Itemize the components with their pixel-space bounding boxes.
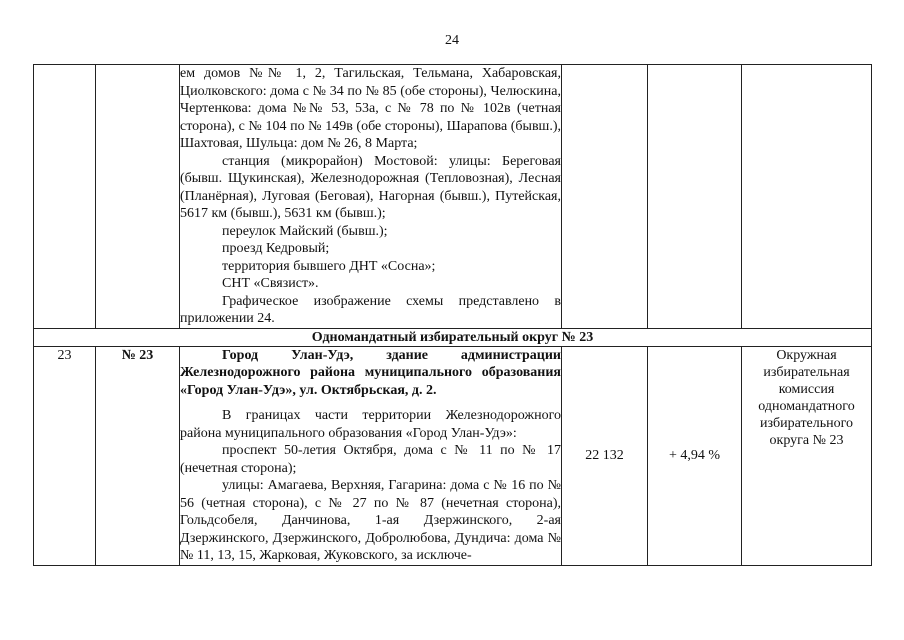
- district-index: 23: [34, 346, 96, 565]
- description-paragraph: Графическое изображение схемы представлено в приложении 24.: [180, 293, 561, 326]
- district-deviation: + 4,94 %: [648, 346, 742, 565]
- description-paragraph: улицы: Амагаева, Верхняя, Гагарина: дома с № 16 по № 56 (четная сторона), с № 27 по № 87 (нечетная сторона), Гольдсобеля, Данчинова, 1-ая Дзержинского, 2-ая Дзержинского, Дзержинского, Добролюбова, Дундича: дома №№ 11, 13, 15, Жарковая, Жуковского, за исключе-: [180, 478, 561, 563]
- cell-index-empty: [34, 65, 96, 329]
- cell-description-continuation: [180, 65, 562, 329]
- page-number: 24: [445, 33, 459, 48]
- district-number: № 23: [96, 346, 180, 565]
- section-header: Одномандатный избирательный округ № 23: [34, 328, 872, 346]
- description-paragraph: В границах части территории Железнодорожного района муниципального образования «Город Улан-Удэ»:: [180, 408, 561, 441]
- district-voters: 22 132: [562, 346, 648, 565]
- district-description: [180, 346, 562, 565]
- table-row-continuation: [34, 65, 872, 329]
- description-paragraph: станция (микрорайон) Мостовой: улицы: Береговая (бывш. Щукинская), Железнодорожная (Тепловозная), Лесная (Планёрная), Луговая (Беговая), Нагорная (бывш.), Путейская, 5617 км (бывш.), 5631 км (бывш.);: [180, 153, 561, 221]
- district-center: Город Улан-Удэ, здание администрации Железнодорожного района муниципального образования «Город Улан-Удэ», ул. Октябрьская, д. 2.: [180, 347, 561, 398]
- description-paragraph: переулок Майский (бывш.);: [222, 223, 388, 239]
- districts-table: [33, 64, 872, 566]
- cell-number-empty: [96, 65, 180, 329]
- description-paragraph: проезд Кедровый;: [222, 241, 330, 256]
- cell-commission-empty: [742, 65, 872, 329]
- description-paragraph: территория бывшего ДНТ «Сосна»;: [222, 258, 436, 274]
- cell-deviation-empty: [648, 65, 742, 329]
- description-paragraph: СНТ «Связист».: [222, 276, 319, 291]
- cell-voters-empty: [562, 65, 648, 329]
- description-paragraph: ем домов №№ 1, 2, Тагильская, Тельмана, Хабаровская, Циолковского: дома с № 34 по № 85 (обе стороны), Челюскина, Чертенкова: дома №№ 53, 53а, с № 78 по № 102в (четная сторона), с № 104 по № 149в (обе стороны), Шарапова (бывш.), Шахтовая, Шульца: дом № 26, 8 Марта;: [180, 66, 561, 151]
- district-commission: Окружная избирательная комиссия одномандатного избирательного округа № 23: [742, 346, 872, 565]
- section-header-row: [34, 328, 872, 346]
- description-paragraph: проспект 50-летия Октября, дома с № 11 по № 17 (нечетная сторона);: [180, 443, 561, 476]
- table-row-district-23: [34, 346, 872, 565]
